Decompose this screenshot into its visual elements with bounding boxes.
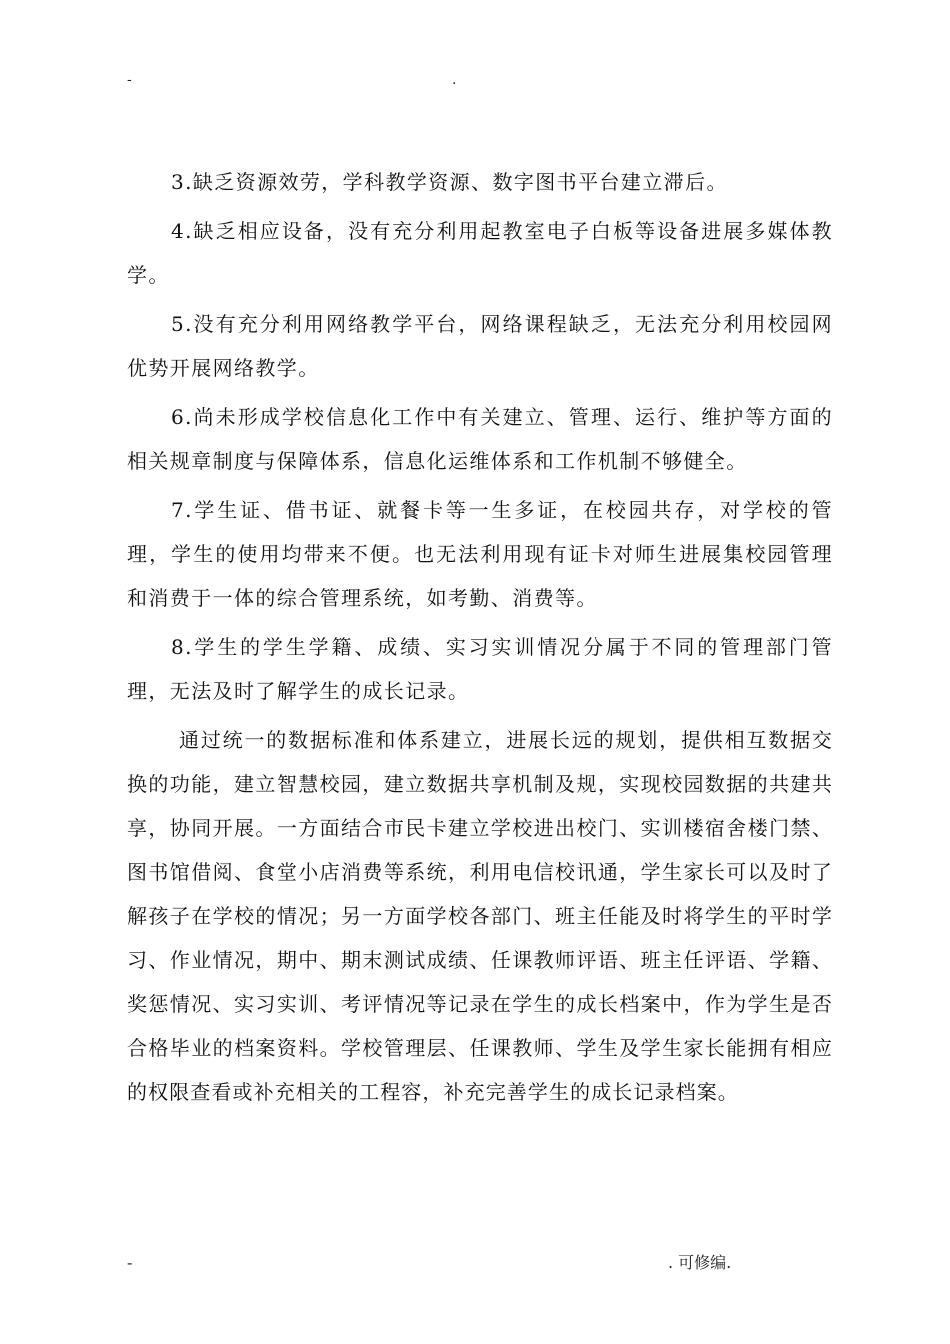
paragraph-summary: 通过统一的数据标准和体系建立，进展长远的规划，提供相互数据交换的功能，建立智慧校园，建立数据共享机制及规，实现校园数据的共建共享，协同开展。一方面结合市民卡建立学校进出校门、实训楼宿舍楼门禁、图书馆借阅、食堂小店消费等系统，利用电信校讯通，学生家长可以及时了解孩子在学校的情况；另一方面学校各部门、班主任能及时将学生的平时学习、作业情况，期中、期末测试成绩、任课教师评语、班主任评语、学籍、奖惩情况、实习实训、考评情况等记录在学生的成长档案中，作为学生是否合格毕业的档案资料。学校管理层、任课教师、学生及学生家长能拥有相应的权限查看或补充相关的工程容，补充完善学生的成长记录档案。 — [127, 728, 833, 1104]
paragraph-item-5: 5.没有充分利用网络教学平台，网络课程缺乏，无法充分利用校园网优势开展网络教学。 — [127, 312, 833, 380]
paragraph-item-3: 3.缺乏资源效劳，学科教学资源、数字图书平台建立滞后。 — [171, 170, 728, 194]
paragraph-item-8: 8.学生的学生学籍、成绩、实习实训情况分属于不同的管理部门管理，无法及时了解学生的成长记录。 — [127, 635, 833, 703]
header-right-mark: . — [452, 72, 457, 88]
document-body — [127, 160, 833, 1119]
footer-editable-note: . 可修编. — [668, 1253, 732, 1272]
footer-left-mark: - — [127, 1253, 133, 1272]
header-left-mark: - — [127, 72, 132, 88]
paragraph-item-6: 6.尚未形成学校信息化工作中有关建立、管理、运行、维护等方面的相关规章制度与保障体系，信息化运维体系和工作机制不够健全。 — [127, 405, 833, 473]
paragraph-item-7: 7.学生证、借书证、就餐卡等一生多证，在校园共存，对学校的管理，学生的使用均带来不便。也无法利用现有证卡对师生进展集校园管理和消费于一体的综合管理系统，如考勤、消费等。 — [127, 498, 833, 610]
paragraph-item-4: 4.缺乏相应设备，没有充分利用起教室电子白板等设备进展多媒体教学。 — [127, 219, 833, 287]
